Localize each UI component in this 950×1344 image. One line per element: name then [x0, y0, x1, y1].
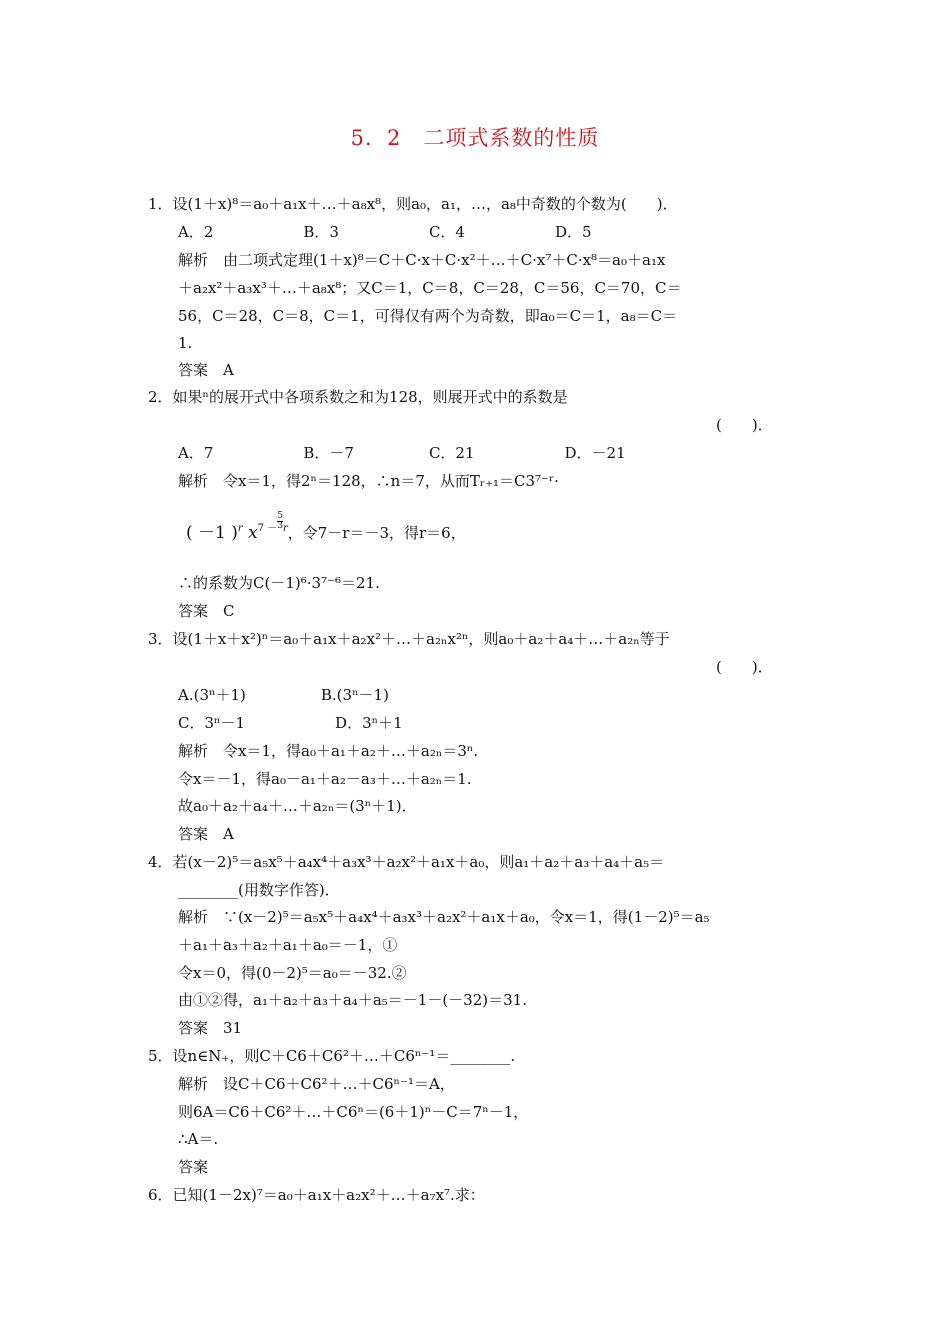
q4-analysis-line-4: 由①②得，a₁＋a₂＋a₃＋a₄＋a₅＝－1－(－32)＝31.: [178, 991, 527, 1009]
q3-options-2: C．3ⁿ－1 D．3ⁿ＋1: [178, 714, 403, 732]
q2-answer-paren: ( )．: [716, 416, 773, 434]
q2-question: 2．如果ⁿ的展开式中各项系数之和为128，则展开式中的系数是: [148, 388, 568, 406]
page-title: 5．2 二项式系数的性质: [350, 126, 600, 150]
q2-options: A．7 B．－7 C．21 D．－21: [178, 444, 626, 462]
q1-analysis-line-2: ＋a₂x²＋a₃x³＋…＋a₈x⁸；又C＝1，C＝8，C＝28，C＝56，C＝70，C＝: [178, 279, 682, 297]
q4-blank: ________(用数字作答)．: [178, 881, 340, 899]
q3-analysis-line-1: 解析 令x＝1，得a₀＋a₁＋a₂＋…＋a₂ₙ＝3ⁿ.: [178, 742, 479, 760]
q4-question: 4．若(x－2)⁵＝a₅x⁵＋a₄x⁴＋a₃x³＋a₂x²＋a₁x＋a₀，则a₁＋a₂＋a₃＋a₄＋a₅＝: [148, 853, 665, 871]
q2-frac-den: 3: [277, 521, 283, 531]
q1-answer: 答案 A: [178, 361, 234, 379]
q3-options-1: A.(3ⁿ＋1) B.(3ⁿ－1): [178, 686, 389, 704]
q5-question: 5．设n∈N₊，则C＋C6＋C6²＋…＋C6ⁿ⁻¹＝________.: [148, 1047, 516, 1065]
q2-answer: 答案 C: [178, 602, 235, 620]
q1-question: 1．设(1＋x)⁸＝a₀＋a₁x＋…＋a₈x⁸，则a₀，a₁，…，a₈中奇数的个数为( )．: [148, 195, 678, 213]
q3-answer: 答案 A: [178, 825, 234, 843]
q4-analysis-line-1: 解析 ∵(x－2)⁵＝a₅x⁵＋a₄x⁴＋a₃x³＋a₂x²＋a₁x＋a₀，令x＝1，得(1－2)⁵＝a₅: [178, 908, 710, 926]
q2-formula-base: ( －1 ): [186, 523, 238, 543]
q2-formula-x: x: [248, 523, 258, 543]
q4-analysis-line-2: ＋a₁＋a₃＋a₂＋a₁＋a₀＝－1，①: [178, 936, 398, 954]
q4-answer: 答案 31: [178, 1019, 243, 1037]
q2-analysis-line-3: ∴的系数为C(－1)⁶·3⁷⁻⁶＝21.: [178, 574, 380, 592]
q3-analysis-line-2: 令x＝－1，得a₀－a₁＋a₂－a₃＋…＋a₂ₙ＝1.: [178, 770, 472, 788]
q5-answer: 答案: [178, 1158, 209, 1176]
q5-analysis-line-3: ∴A＝.: [178, 1130, 219, 1148]
q3-question: 3．设(1＋x＋x²)ⁿ＝a₀＋a₁x＋a₂x²＋…＋a₂ₙx²ⁿ，则a₀＋a₂＋a₄＋…＋a₂ₙ等于: [148, 630, 670, 648]
q1-analysis-line-1: 解析 由二项式定理(1＋x)⁸＝C＋C·x＋C·x²＋…＋C·x⁷＋C·x⁸＝a₀＋a₁x: [178, 251, 666, 269]
q2-analysis-line-2: ，令7－r＝－3，得r＝6，: [287, 524, 466, 542]
q2-frac-r: r: [282, 523, 288, 534]
q1-analysis-line-4: 1.: [178, 334, 193, 352]
q2-formula-exp-r: r: [237, 523, 243, 534]
q2-analysis-line-1: 解析 令x＝1，得2ⁿ＝128，∴n＝7，从而Tᵣ₊₁＝C3⁷⁻ʳ·: [178, 472, 559, 490]
q1-analysis-line-3: 56，C＝28，C＝8，C＝1，可得仅有两个为奇数，即a₀＝C＝1，a₈＝C＝: [178, 307, 678, 325]
q5-analysis-line-2: 则6A＝C6＋C6²＋…＋C6ⁿ＝(6＋1)ⁿ－C＝7ⁿ－1，: [178, 1103, 529, 1121]
q6-question: 6．已知(1－2x)⁷＝a₀＋a₁x＋a₂x²＋…＋a₇x⁷.求：: [148, 1186, 485, 1204]
q4-analysis-line-3: 令x＝0，得(0－2)⁵＝a₀＝－32.②: [178, 964, 407, 982]
q2-frac-num: 5: [277, 511, 283, 521]
q5-analysis-line-1: 解析 设C＋C6＋C6²＋…＋C6ⁿ⁻¹＝A，: [178, 1075, 455, 1093]
q2-formula: [186, 512, 466, 543]
q3-answer-paren: ( )．: [716, 658, 773, 676]
q1-options: A．2 B．3 C．4 D．5: [178, 223, 592, 241]
q2-formula-exp: 7 －: [257, 523, 278, 534]
q3-analysis-line-3: 故a₀＋a₂＋a₄＋…＋a₂ₙ＝(3ⁿ＋1)．: [178, 797, 417, 815]
